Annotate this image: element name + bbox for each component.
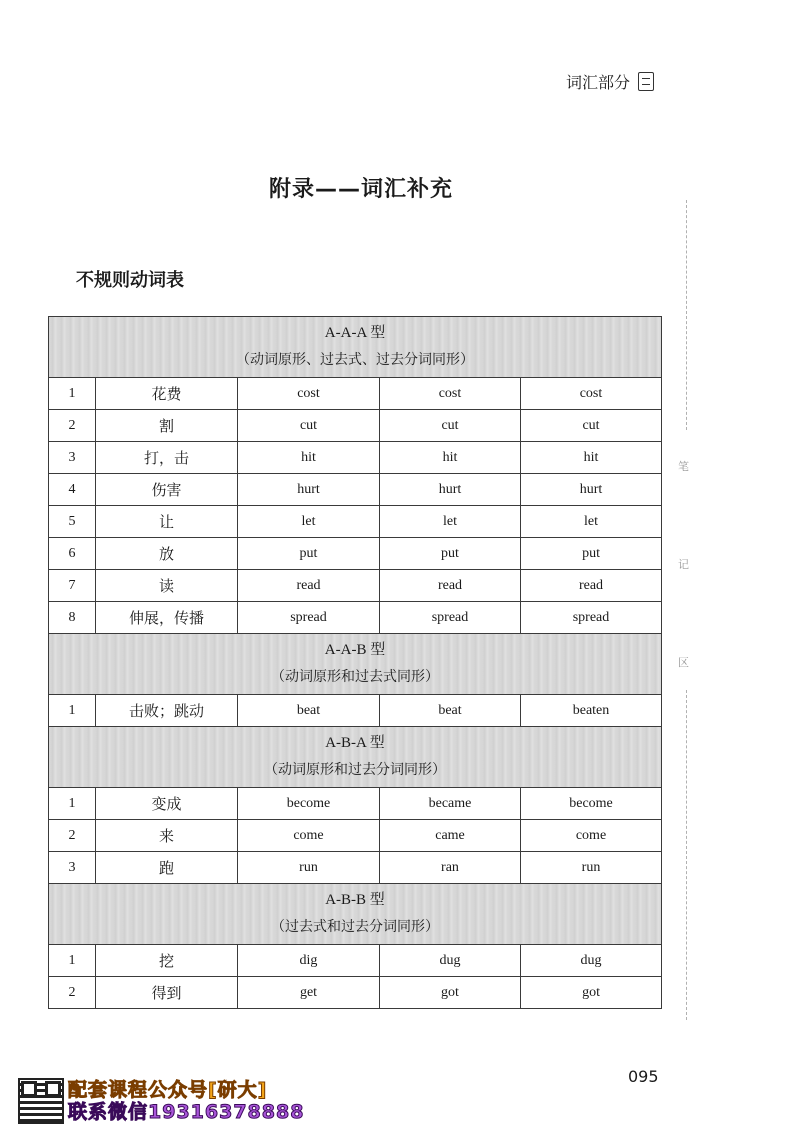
row-number: 2 [49, 977, 96, 1009]
past-participle-cell: cost [521, 378, 662, 410]
margin-divider [686, 690, 687, 1020]
past-tense-cell: hurt [380, 474, 521, 506]
table-row [49, 945, 662, 977]
meaning-cell: 来 [96, 820, 238, 852]
meaning-cell: 击败；跳动 [96, 695, 238, 727]
group-type: A-A-A 型 [324, 325, 386, 341]
group-type: A-B-A 型 [325, 735, 385, 751]
past-participle-cell: cut [521, 410, 662, 442]
past-participle-cell: run [521, 852, 662, 884]
table-row [49, 442, 662, 474]
row-number: 2 [49, 410, 96, 442]
base-form-cell: cost [238, 378, 380, 410]
table-row [49, 788, 662, 820]
past-participle-cell: beaten [521, 695, 662, 727]
meaning-cell: 割 [96, 410, 238, 442]
group-header [49, 317, 662, 378]
meaning-cell: 花费 [96, 378, 238, 410]
table-row [49, 538, 662, 570]
group-header-row [49, 317, 662, 378]
base-form-cell: come [238, 820, 380, 852]
base-form-cell: let [238, 506, 380, 538]
margin-label: 笔 [678, 460, 689, 473]
base-form-cell: hurt [238, 474, 380, 506]
row-number: 6 [49, 538, 96, 570]
group-description: （过去式和过去分词同形） [271, 919, 439, 935]
past-tense-cell: became [380, 788, 521, 820]
table-row [49, 378, 662, 410]
past-tense-cell: cost [380, 378, 521, 410]
past-tense-cell: came [380, 820, 521, 852]
promo-footer [18, 1078, 304, 1124]
group-type: A-A-B 型 [324, 642, 386, 658]
meaning-cell: 放 [96, 538, 238, 570]
past-tense-cell: dug [380, 945, 521, 977]
past-tense-cell: spread [380, 602, 521, 634]
meaning-cell: 挖 [96, 945, 238, 977]
past-participle-cell: become [521, 788, 662, 820]
running-header [566, 70, 654, 93]
past-participle-cell: hurt [521, 474, 662, 506]
table-row [49, 820, 662, 852]
group-header-row [49, 727, 662, 788]
past-participle-cell: hit [521, 442, 662, 474]
base-form-cell: cut [238, 410, 380, 442]
past-tense-cell: got [380, 977, 521, 1009]
past-participle-cell: come [521, 820, 662, 852]
meaning-cell: 让 [96, 506, 238, 538]
row-number: 3 [49, 852, 96, 884]
promo-text [68, 1079, 304, 1123]
promo-line-2: 联系微信19316378888 [68, 1101, 305, 1123]
past-tense-cell: cut [380, 410, 521, 442]
qr-code-icon [18, 1078, 64, 1124]
past-participle-cell: got [521, 977, 662, 1009]
group-description: （动词原形和过去式同形） [271, 669, 439, 685]
table-row [49, 506, 662, 538]
base-form-cell: run [238, 852, 380, 884]
page-number: 095 [628, 1067, 659, 1086]
page-title: 附录——词汇补充 [268, 177, 453, 202]
table-row [49, 852, 662, 884]
margin-label: 区 [678, 656, 689, 669]
group-header [49, 727, 662, 788]
past-participle-cell: let [521, 506, 662, 538]
group-header [49, 884, 662, 945]
promo-line-1: 配套课程公众号[研大] [68, 1079, 268, 1101]
base-form-cell: dig [238, 945, 380, 977]
base-form-cell: become [238, 788, 380, 820]
margin-label: 记 [678, 558, 689, 571]
base-form-cell: get [238, 977, 380, 1009]
meaning-cell: 伤害 [96, 474, 238, 506]
past-tense-cell: hit [380, 442, 521, 474]
past-tense-cell: put [380, 538, 521, 570]
row-number: 5 [49, 506, 96, 538]
past-participle-cell: dug [521, 945, 662, 977]
irregular-verb-table [48, 316, 662, 1009]
group-header-row [49, 634, 662, 695]
table-row [49, 602, 662, 634]
row-number: 1 [49, 788, 96, 820]
table-row [49, 977, 662, 1009]
margin-divider [686, 200, 687, 430]
past-tense-cell: ran [380, 852, 521, 884]
row-number: 1 [49, 695, 96, 727]
row-number: 7 [49, 570, 96, 602]
past-tense-cell: read [380, 570, 521, 602]
meaning-cell: 伸展，传播 [96, 602, 238, 634]
row-number: 1 [49, 945, 96, 977]
group-header [49, 634, 662, 695]
meaning-cell: 得到 [96, 977, 238, 1009]
group-description: （动词原形和过去分词同形） [264, 762, 446, 778]
past-participle-cell: spread [521, 602, 662, 634]
header-section-label: 词汇部分 [566, 73, 631, 92]
row-number: 1 [49, 378, 96, 410]
notebook-icon [638, 72, 654, 91]
meaning-cell: 变成 [96, 788, 238, 820]
table-row [49, 410, 662, 442]
base-form-cell: hit [238, 442, 380, 474]
past-tense-cell: let [380, 506, 521, 538]
meaning-cell: 打，击 [96, 442, 238, 474]
base-form-cell: read [238, 570, 380, 602]
base-form-cell: spread [238, 602, 380, 634]
row-number: 3 [49, 442, 96, 474]
group-description: （动词原形、过去式、过去分词同形） [236, 352, 474, 368]
past-tense-cell: beat [380, 695, 521, 727]
group-type: A-B-B 型 [325, 892, 385, 908]
meaning-cell: 跑 [96, 852, 238, 884]
verb-table-body [49, 317, 662, 1009]
row-number: 8 [49, 602, 96, 634]
group-header-row [49, 884, 662, 945]
row-number: 2 [49, 820, 96, 852]
row-number: 4 [49, 474, 96, 506]
table-row [49, 695, 662, 727]
past-participle-cell: read [521, 570, 662, 602]
past-participle-cell: put [521, 538, 662, 570]
table-row [49, 570, 662, 602]
table-row [49, 474, 662, 506]
meaning-cell: 读 [96, 570, 238, 602]
base-form-cell: put [238, 538, 380, 570]
section-title: 不规则动词表 [76, 270, 184, 291]
base-form-cell: beat [238, 695, 380, 727]
